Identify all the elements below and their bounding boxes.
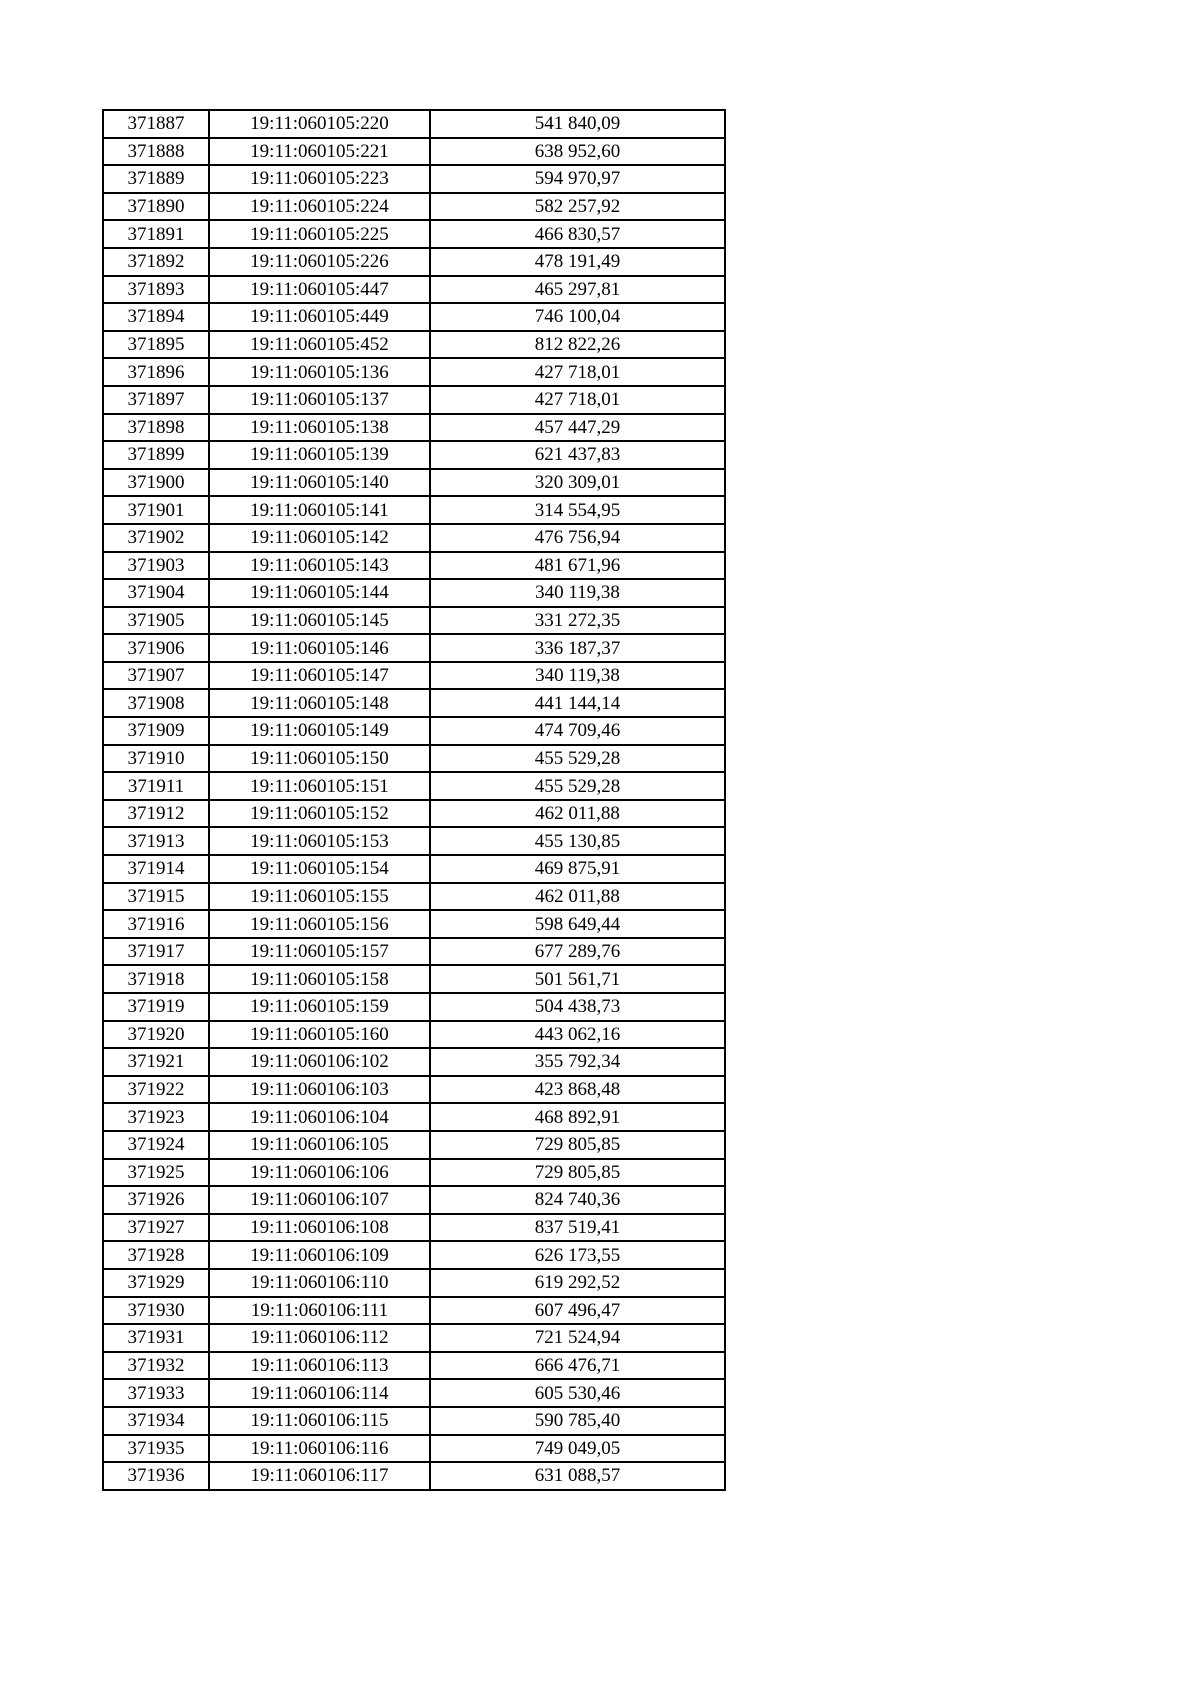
row-number-cell: 371896	[103, 358, 209, 386]
value-cell: 746 100,04	[430, 303, 725, 331]
table-row	[103, 1269, 725, 1297]
cadastral-number-cell: 19:11:060106:107	[209, 1186, 430, 1214]
row-number-cell: 371890	[103, 193, 209, 221]
table-row	[103, 1021, 725, 1049]
value-cell: 677 289,76	[430, 938, 725, 966]
table-row	[103, 1103, 725, 1131]
table-row	[103, 496, 725, 524]
value-cell: 476 756,94	[430, 524, 725, 552]
cadastral-number-cell: 19:11:060105:153	[209, 827, 430, 855]
table-row	[103, 220, 725, 248]
table-row	[103, 938, 725, 966]
table-row	[103, 1048, 725, 1076]
table-row	[103, 662, 725, 690]
cadastral-value-table	[102, 109, 726, 1491]
row-number-cell: 371930	[103, 1297, 209, 1325]
cadastral-number-cell: 19:11:060105:157	[209, 938, 430, 966]
value-cell: 582 257,92	[430, 193, 725, 221]
cadastral-number-cell: 19:11:060105:143	[209, 552, 430, 580]
value-cell: 427 718,01	[430, 386, 725, 414]
row-number-cell: 371894	[103, 303, 209, 331]
value-cell: 462 011,88	[430, 800, 725, 828]
row-number-cell: 371913	[103, 827, 209, 855]
table-row	[103, 110, 725, 138]
table-row	[103, 1379, 725, 1407]
table-row	[103, 579, 725, 607]
value-cell: 462 011,88	[430, 883, 725, 911]
value-cell: 837 519,41	[430, 1214, 725, 1242]
row-number-cell: 371900	[103, 469, 209, 497]
cadastral-number-cell: 19:11:060106:110	[209, 1269, 430, 1297]
row-number-cell: 371933	[103, 1379, 209, 1407]
table-row	[103, 1407, 725, 1435]
value-cell: 455 529,28	[430, 772, 725, 800]
value-cell: 469 875,91	[430, 855, 725, 883]
row-number-cell: 371908	[103, 689, 209, 717]
cadastral-number-cell: 19:11:060106:116	[209, 1435, 430, 1463]
row-number-cell: 371916	[103, 910, 209, 938]
row-number-cell: 371902	[103, 524, 209, 552]
table-row	[103, 524, 725, 552]
table-row	[103, 469, 725, 497]
cadastral-number-cell: 19:11:060106:112	[209, 1324, 430, 1352]
row-number-cell: 371927	[103, 1214, 209, 1242]
cadastral-number-cell: 19:11:060105:142	[209, 524, 430, 552]
value-cell: 590 785,40	[430, 1407, 725, 1435]
cadastral-number-cell: 19:11:060105:137	[209, 386, 430, 414]
cadastral-number-cell: 19:11:060105:149	[209, 717, 430, 745]
value-cell: 631 088,57	[430, 1462, 725, 1490]
value-cell: 638 952,60	[430, 138, 725, 166]
cadastral-number-cell: 19:11:060106:113	[209, 1352, 430, 1380]
table-row	[103, 689, 725, 717]
table-row	[103, 1131, 725, 1159]
row-number-cell: 371924	[103, 1131, 209, 1159]
value-cell: 621 437,83	[430, 441, 725, 469]
row-number-cell: 371917	[103, 938, 209, 966]
value-cell: 455 130,85	[430, 827, 725, 855]
value-cell: 427 718,01	[430, 358, 725, 386]
row-number-cell: 371901	[103, 496, 209, 524]
table-row	[103, 414, 725, 442]
cadastral-number-cell: 19:11:060105:146	[209, 634, 430, 662]
value-cell: 812 822,26	[430, 331, 725, 359]
table-row	[103, 1241, 725, 1269]
row-number-cell: 371899	[103, 441, 209, 469]
row-number-cell: 371931	[103, 1324, 209, 1352]
value-cell: 481 671,96	[430, 552, 725, 580]
value-cell: 466 830,57	[430, 220, 725, 248]
table-row	[103, 883, 725, 911]
row-number-cell: 371906	[103, 634, 209, 662]
row-number-cell: 371921	[103, 1048, 209, 1076]
table-row	[103, 386, 725, 414]
table-row	[103, 1324, 725, 1352]
value-cell: 824 740,36	[430, 1186, 725, 1214]
cadastral-number-cell: 19:11:060106:104	[209, 1103, 430, 1131]
value-cell: 441 144,14	[430, 689, 725, 717]
cadastral-number-cell: 19:11:060106:111	[209, 1297, 430, 1325]
table-row	[103, 745, 725, 773]
value-cell: 455 529,28	[430, 745, 725, 773]
table-row	[103, 607, 725, 635]
value-cell: 331 272,35	[430, 607, 725, 635]
value-cell: 605 530,46	[430, 1379, 725, 1407]
row-number-cell: 371903	[103, 552, 209, 580]
cadastral-number-cell: 19:11:060105:449	[209, 303, 430, 331]
row-number-cell: 371926	[103, 1186, 209, 1214]
table-row	[103, 800, 725, 828]
row-number-cell: 371936	[103, 1462, 209, 1490]
table-row	[103, 1214, 725, 1242]
cadastral-number-cell: 19:11:060105:226	[209, 248, 430, 276]
value-cell: 607 496,47	[430, 1297, 725, 1325]
value-cell: 465 297,81	[430, 276, 725, 304]
value-cell: 598 649,44	[430, 910, 725, 938]
table-row	[103, 1076, 725, 1104]
value-cell: 355 792,34	[430, 1048, 725, 1076]
row-number-cell: 371910	[103, 745, 209, 773]
table-row	[103, 1159, 725, 1187]
cadastral-number-cell: 19:11:060106:109	[209, 1241, 430, 1269]
row-number-cell: 371929	[103, 1269, 209, 1297]
row-number-cell: 371912	[103, 800, 209, 828]
value-cell: 541 840,09	[430, 110, 725, 138]
value-cell: 457 447,29	[430, 414, 725, 442]
table-row	[103, 1462, 725, 1490]
table-row	[103, 965, 725, 993]
table-row	[103, 1352, 725, 1380]
table-row	[103, 165, 725, 193]
table-row	[103, 634, 725, 662]
cadastral-number-cell: 19:11:060105:160	[209, 1021, 430, 1049]
table-row	[103, 552, 725, 580]
row-number-cell: 371920	[103, 1021, 209, 1049]
row-number-cell: 371925	[103, 1159, 209, 1187]
table-row	[103, 910, 725, 938]
value-cell: 468 892,91	[430, 1103, 725, 1131]
table-row	[103, 138, 725, 166]
value-cell: 626 173,55	[430, 1241, 725, 1269]
cadastral-number-cell: 19:11:060106:105	[209, 1131, 430, 1159]
value-cell: 504 438,73	[430, 993, 725, 1021]
value-cell: 320 309,01	[430, 469, 725, 497]
row-number-cell: 371889	[103, 165, 209, 193]
value-cell: 478 191,49	[430, 248, 725, 276]
cadastral-number-cell: 19:11:060105:138	[209, 414, 430, 442]
value-cell: 729 805,85	[430, 1131, 725, 1159]
value-cell: 749 049,05	[430, 1435, 725, 1463]
value-cell: 336 187,37	[430, 634, 725, 662]
value-cell: 340 119,38	[430, 579, 725, 607]
cadastral-number-cell: 19:11:060105:141	[209, 496, 430, 524]
table-row	[103, 331, 725, 359]
cadastral-number-cell: 19:11:060105:223	[209, 165, 430, 193]
cadastral-number-cell: 19:11:060105:148	[209, 689, 430, 717]
table-row	[103, 827, 725, 855]
cadastral-number-cell: 19:11:060105:159	[209, 993, 430, 1021]
cadastral-number-cell: 19:11:060105:221	[209, 138, 430, 166]
value-cell: 721 524,94	[430, 1324, 725, 1352]
value-cell: 474 709,46	[430, 717, 725, 745]
row-number-cell: 371911	[103, 772, 209, 800]
table-row	[103, 303, 725, 331]
cadastral-number-cell: 19:11:060105:154	[209, 855, 430, 883]
cadastral-number-cell: 19:11:060105:156	[209, 910, 430, 938]
row-number-cell: 371919	[103, 993, 209, 1021]
cadastral-number-cell: 19:11:060106:117	[209, 1462, 430, 1490]
table-row	[103, 1186, 725, 1214]
table-row	[103, 717, 725, 745]
row-number-cell: 371922	[103, 1076, 209, 1104]
value-cell: 340 119,38	[430, 662, 725, 690]
table-row	[103, 248, 725, 276]
cadastral-number-cell: 19:11:060106:108	[209, 1214, 430, 1242]
row-number-cell: 371907	[103, 662, 209, 690]
row-number-cell: 371904	[103, 579, 209, 607]
cadastral-number-cell: 19:11:060106:106	[209, 1159, 430, 1187]
cadastral-number-cell: 19:11:060105:225	[209, 220, 430, 248]
cadastral-number-cell: 19:11:060106:103	[209, 1076, 430, 1104]
row-number-cell: 371915	[103, 883, 209, 911]
cadastral-number-cell: 19:11:060105:151	[209, 772, 430, 800]
row-number-cell: 371934	[103, 1407, 209, 1435]
value-cell: 729 805,85	[430, 1159, 725, 1187]
value-cell: 314 554,95	[430, 496, 725, 524]
row-number-cell: 371905	[103, 607, 209, 635]
row-number-cell: 371914	[103, 855, 209, 883]
cadastral-number-cell: 19:11:060105:145	[209, 607, 430, 635]
row-number-cell: 371887	[103, 110, 209, 138]
cadastral-number-cell: 19:11:060105:144	[209, 579, 430, 607]
cadastral-number-cell: 19:11:060105:224	[209, 193, 430, 221]
cadastral-number-cell: 19:11:060106:114	[209, 1379, 430, 1407]
table-row	[103, 1435, 725, 1463]
row-number-cell: 371895	[103, 331, 209, 359]
cadastral-number-cell: 19:11:060105:155	[209, 883, 430, 911]
cadastral-number-cell: 19:11:060105:140	[209, 469, 430, 497]
cadastral-number-cell: 19:11:060106:115	[209, 1407, 430, 1435]
row-number-cell: 371909	[103, 717, 209, 745]
table-row	[103, 993, 725, 1021]
table-row	[103, 772, 725, 800]
row-number-cell: 371892	[103, 248, 209, 276]
table-row	[103, 855, 725, 883]
value-cell: 423 868,48	[430, 1076, 725, 1104]
cadastral-number-cell: 19:11:060105:452	[209, 331, 430, 359]
cadastral-number-cell: 19:11:060105:136	[209, 358, 430, 386]
row-number-cell: 371898	[103, 414, 209, 442]
value-cell: 666 476,71	[430, 1352, 725, 1380]
value-cell: 501 561,71	[430, 965, 725, 993]
row-number-cell: 371893	[103, 276, 209, 304]
cadastral-number-cell: 19:11:060105:158	[209, 965, 430, 993]
row-number-cell: 371935	[103, 1435, 209, 1463]
cadastral-number-cell: 19:11:060105:150	[209, 745, 430, 773]
cadastral-number-cell: 19:11:060105:139	[209, 441, 430, 469]
value-cell: 443 062,16	[430, 1021, 725, 1049]
row-number-cell: 371888	[103, 138, 209, 166]
row-number-cell: 371918	[103, 965, 209, 993]
cadastral-number-cell: 19:11:060105:152	[209, 800, 430, 828]
value-cell: 594 970,97	[430, 165, 725, 193]
table-row	[103, 358, 725, 386]
value-cell: 619 292,52	[430, 1269, 725, 1297]
cadastral-number-cell: 19:11:060106:102	[209, 1048, 430, 1076]
table-row	[103, 441, 725, 469]
row-number-cell: 371923	[103, 1103, 209, 1131]
row-number-cell: 371897	[103, 386, 209, 414]
table-body	[103, 110, 725, 1490]
cadastral-number-cell: 19:11:060105:447	[209, 276, 430, 304]
row-number-cell: 371891	[103, 220, 209, 248]
table-row	[103, 1297, 725, 1325]
row-number-cell: 371928	[103, 1241, 209, 1269]
table-row	[103, 193, 725, 221]
cadastral-number-cell: 19:11:060105:147	[209, 662, 430, 690]
cadastral-number-cell: 19:11:060105:220	[209, 110, 430, 138]
row-number-cell: 371932	[103, 1352, 209, 1380]
table-row	[103, 276, 725, 304]
